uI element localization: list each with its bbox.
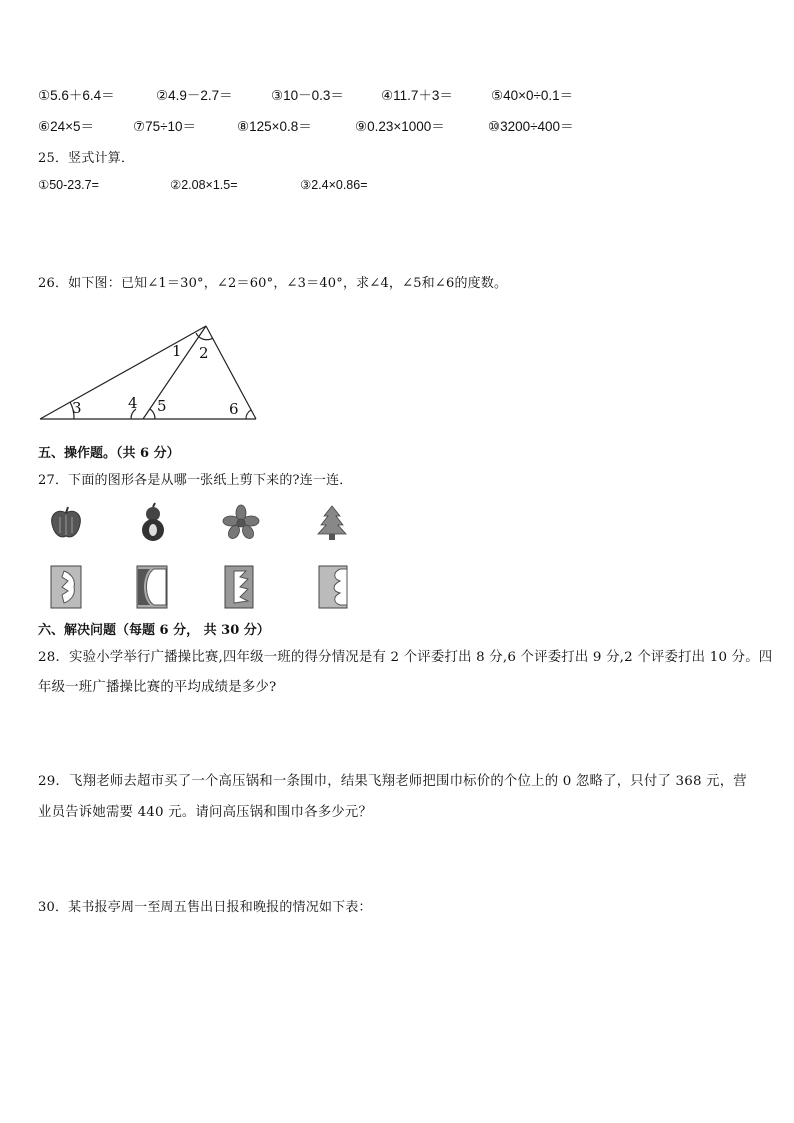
angle-label-6: 6 xyxy=(229,400,239,418)
paper-piece-1-icon xyxy=(50,565,82,609)
calc-item-9: ⑨0.23×1000＝ xyxy=(355,119,445,134)
calc-item-5: ⑤40×0÷0.1＝ xyxy=(491,88,574,103)
question-28-line-2: 年级一班广播操比赛的平均成绩是多少? xyxy=(38,680,277,695)
calc-item-4: ④11.7＋3＝ xyxy=(381,88,453,103)
flower-shape-icon xyxy=(222,505,260,539)
calc-item-10: ⑩3200÷400＝ xyxy=(488,119,574,134)
paper-piece-4-icon xyxy=(318,565,348,609)
q25-item-2: ②2.08×1.5= xyxy=(170,178,238,192)
calc-item-3: ③10－0.3＝ xyxy=(271,88,344,103)
angle-label-2: 2 xyxy=(199,344,209,362)
angle-label-4: 4 xyxy=(128,394,138,412)
calc-item-7: ⑦75÷10＝ xyxy=(133,119,197,134)
apple-shape-icon xyxy=(48,505,84,541)
angle-label-1: 1 xyxy=(172,342,182,360)
section-5-heading: 五、操作题。（共 6 分） xyxy=(38,446,180,461)
question-27-text: 27．下面的图形各是从哪一张纸上剪下来的?连一连． xyxy=(38,473,353,488)
gourd-shape-icon xyxy=(136,502,170,542)
calc-item-1: ①5.6＋6.4＝ xyxy=(38,88,115,103)
q25-item-3: ③2.4×0.86= xyxy=(300,178,368,192)
q25-item-1: ①50-23.7= xyxy=(38,178,99,192)
question-26-text: 26．如下图：已知∠1＝30°，∠2＝60°，∠3＝40°，求∠4，∠5和∠6的度数。 xyxy=(38,276,508,291)
paper-piece-2-icon xyxy=(136,565,168,609)
paper-piece-3-icon xyxy=(224,565,254,609)
question-28-line-1: 28．实验小学举行广播操比赛,四年级一班的得分情况是有 2 个评委打出 8 分,6 个评委打出 9 分,2 个评委打出 10 分。四 xyxy=(38,650,773,665)
section-6-heading: 六、解决问题（每题 6 分， 共 30 分） xyxy=(38,623,270,638)
tree-shape-icon xyxy=(316,504,348,542)
calc-item-2: ②4.9－2.7＝ xyxy=(156,88,233,103)
calc-item-8: ⑧125×0.8＝ xyxy=(237,119,312,134)
question-30-text: 30．某书报亭周一至周五售出日报和晚报的情况如下表： xyxy=(38,900,372,915)
question-29-line-2: 业员告诉她需要 440 元。请问高压锅和围巾各多少元？ xyxy=(38,805,373,820)
calc-item-6: ⑥24×5＝ xyxy=(38,119,95,134)
angle-label-3: 3 xyxy=(72,399,82,417)
question-25-title: 25．竖式计算． xyxy=(38,151,135,166)
angle-label-5: 5 xyxy=(157,397,167,415)
question-29-line-1: 29．飞翔老师去超市买了一个高压锅和一条围巾，结果飞翔老师把围巾标价的个位上的 0 忽略了，只付了 368 元，营 xyxy=(38,774,747,789)
